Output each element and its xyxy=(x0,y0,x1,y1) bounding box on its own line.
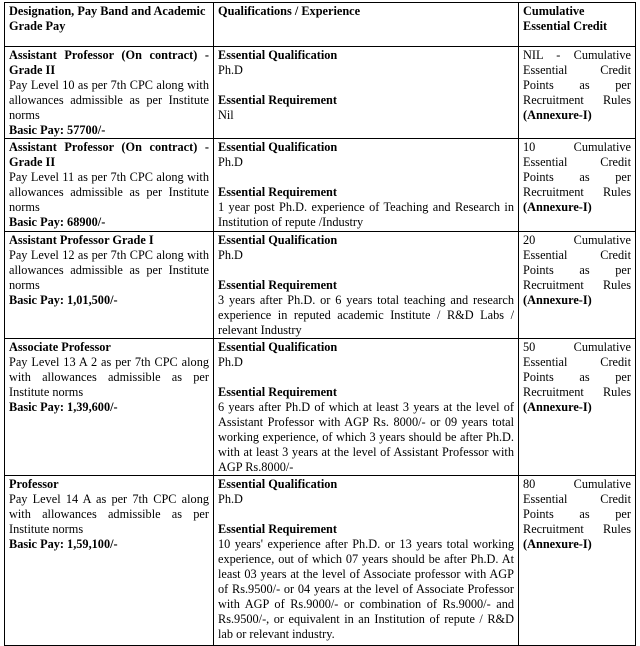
table-row xyxy=(5,232,636,339)
pay-level: Pay Level 11 as per 7th CPC along with allowances admissible as per Institute norms xyxy=(9,170,209,214)
credit-text: NIL - Cumulative Essential Credit Points as per Recruitment Rules xyxy=(523,48,631,107)
basic-pay: Basic Pay: 68900/- xyxy=(9,215,106,229)
basic-pay: Basic Pay: 1,59,100/- xyxy=(9,537,118,551)
qualification-value: Ph.D xyxy=(218,492,243,506)
header-credit: Cumulative Essential Credit xyxy=(519,3,636,47)
credit-text: 10 Cumulative Essential Credit Points as per Recruitment Rules xyxy=(523,140,631,199)
table-row xyxy=(5,476,636,646)
requirement-label: Essential Requirement xyxy=(218,278,337,292)
qualification-cell xyxy=(214,47,519,139)
designation-title: Assistant Professor (On contract) - Grade II xyxy=(9,140,209,169)
annexure-ref: (Annexure-I) xyxy=(523,400,592,414)
requirement-value: 10 years' experience after Ph.D. or 13 years total working experience, out of which 07 years should be after Ph.D. At least 03 years at the level of Associate professor with AGP of Rs.9500/- or 04 years at the level of Associate Professor with AGP of Rs.9000/- or combination of Rs.9000/- and Rs.9500/-, or equivalent in an Institution of repute / R&D lab or relevant industry. xyxy=(218,537,514,641)
designation-title: Assistant Professor Grade I xyxy=(9,233,154,247)
credit-text: 50 Cumulative Essential Credit Points as per Recruitment Rules xyxy=(523,340,631,399)
requirement-label: Essential Requirement xyxy=(218,385,337,399)
requirement-value: 1 year post Ph.D. experience of Teaching and Research in Institution of repute /Industry xyxy=(218,200,514,229)
designation-cell xyxy=(5,232,214,339)
qualification-label: Essential Qualification xyxy=(218,233,338,247)
qualification-cell xyxy=(214,232,519,339)
requirement-value: 3 years after Ph.D. or 6 years total teaching and research experience in reputed academic Institute / R&D Labs / relevant Industry xyxy=(218,293,514,337)
qualification-value: Ph.D xyxy=(218,355,243,369)
header-qualifications: Qualifications / Experience xyxy=(214,3,519,47)
qualification-value: Ph.D xyxy=(218,248,243,262)
qualification-label: Essential Qualification xyxy=(218,48,338,62)
requirement-label: Essential Requirement xyxy=(218,93,337,107)
requirement-label: Essential Requirement xyxy=(218,185,337,199)
credit-text: 80 Cumulative Essential Credit Points as per Recruitment Rules xyxy=(523,477,631,536)
qualification-value: Ph.D xyxy=(218,155,243,169)
credit-text: 20 Cumulative Essential Credit Points as per Recruitment Rules xyxy=(523,233,631,292)
pay-level: Pay Level 14 A as per 7th CPC along with allowances admissible as per Institute norms xyxy=(9,492,209,536)
requirement-value: 6 years after Ph.D of which at least 3 years at the level of Assistant Professor with AGP Rs. 8000/- or 09 years total working experience, of which 3 years should be after Ph.D. with at least 3 years at the level of Assistant Professor with AGP Rs.8000/- xyxy=(218,400,514,474)
pay-level: Pay Level 12 as per 7th CPC along with allowances admissible as per Institute norms xyxy=(9,248,209,292)
requirement-value: Nil xyxy=(218,108,234,122)
credit-cell xyxy=(519,139,636,232)
annexure-ref: (Annexure-I) xyxy=(523,293,592,307)
designation-title: Associate Professor xyxy=(9,340,111,354)
designation-cell xyxy=(5,476,214,646)
annexure-ref: (Annexure-I) xyxy=(523,200,592,214)
annexure-ref: (Annexure-I) xyxy=(523,537,592,551)
qualification-cell xyxy=(214,476,519,646)
designation-title: Assistant Professor (On contract) - Grade II xyxy=(9,48,209,77)
header-row xyxy=(5,3,636,47)
qualification-label: Essential Qualification xyxy=(218,477,338,491)
designation-cell xyxy=(5,139,214,232)
basic-pay: Basic Pay: 1,01,500/- xyxy=(9,293,118,307)
annexure-ref: (Annexure-I) xyxy=(523,108,592,122)
qualification-cell xyxy=(214,339,519,476)
designation-title: Professor xyxy=(9,477,59,491)
credit-cell xyxy=(519,47,636,139)
table-row xyxy=(5,139,636,232)
credit-cell xyxy=(519,476,636,646)
table-row xyxy=(5,339,636,476)
table-row xyxy=(5,47,636,139)
pay-level: Pay Level 10 as per 7th CPC along with allowances admissible as per Institute norms xyxy=(9,78,209,122)
credit-cell xyxy=(519,339,636,476)
qualification-cell xyxy=(214,139,519,232)
designation-cell xyxy=(5,339,214,476)
requirement-label: Essential Requirement xyxy=(218,522,337,536)
pay-level: Pay Level 13 A 2 as per 7th CPC along with allowances admissible as per Institute norms xyxy=(9,355,209,399)
basic-pay: Basic Pay: 1,39,600/- xyxy=(9,400,118,414)
header-designation: Designation, Pay Band and Academic Grade Pay xyxy=(5,3,214,47)
basic-pay: Basic Pay: 57700/- xyxy=(9,123,106,137)
qualification-label: Essential Qualification xyxy=(218,140,338,154)
qualification-label: Essential Qualification xyxy=(218,340,338,354)
credit-cell xyxy=(519,232,636,339)
designation-cell xyxy=(5,47,214,139)
qualification-value: Ph.D xyxy=(218,63,243,77)
recruitment-table xyxy=(4,2,636,646)
